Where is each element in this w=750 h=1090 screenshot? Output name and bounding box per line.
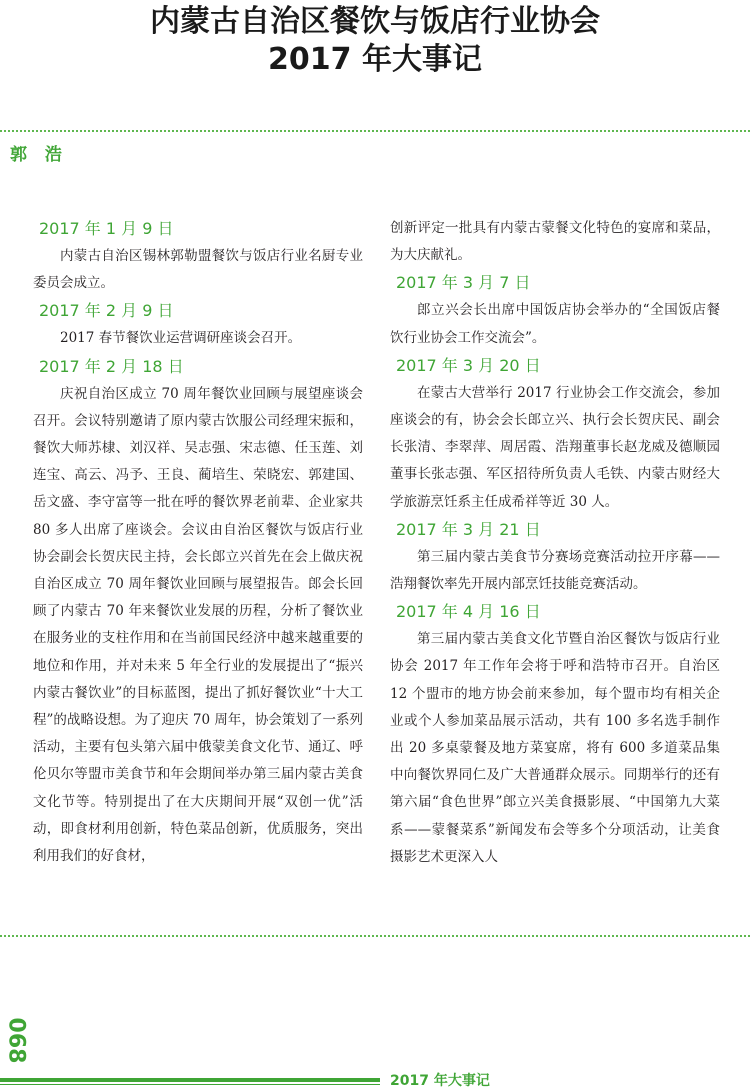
entry-date: 2017 年 4 月 16 日 [396,602,541,622]
entry-date: 2017 年 1 月 9 日 [39,219,174,238]
entry [33,215,363,297]
entry-text: 郎立兴会长出席中国饭店协会举办的“全国饭店餐饮行业协会工作交流会”。 [390,302,720,346]
page-title-line2: 2017 年大事记 [268,42,482,77]
author-name: 郭 浩 [10,145,68,165]
page-title-line1: 内蒙古自治区餐饮与饭店行业协会 [150,4,600,39]
entry-text: 庆祝自治区成立 70 周年餐饮业回顾与展望座谈会召开。会议特别邀请了原内蒙古饮服公司经理宋振和，餐饮大师苏棣、刘汉祥、吴志强、宋志德、任玉莲、刘连宝、高云、冯予、王良、蔺培生、荣晓宏、郭建国、岳文盛、李守富等一批在呼的餐饮界老前辈、企业家共 80 多人出席了座谈会。会议由自治区餐饮与饭店行业协会副会长贺庆民主持，会长郎立兴首先在会上做庆祝自治区成立 70 周年餐饮业回顾与展望报告。郎会长回顾了内蒙古 70 年来餐饮业发展的历程，分析了餐饮业在服务业的支柱作用和在当前国民经济中越来越重要的地位和作用，并对未来 5 年全行业的发展提出了“振兴内蒙古餐饮业”的目标蓝图，提出了抓好餐饮业“十大工程”的战略设想。为了迎庆 70 周年，协会策划了一系列活动，主要有包头第六届中俄蒙美食文化节、通辽、呼伦贝尔等盟市美食节和年会期间举办第三届内蒙古美食文化节等。特别提出了在大庆期间开展“双创一优”活动，即食材利用创新，特色菜品创新，优质服务，突出利用我们的好食材， [33,385,363,865]
running-title: 2017 年大事记 [390,1073,490,1089]
entry-date: 2017 年 2 月 9 日 [39,301,174,321]
entry [33,353,363,871]
entry-text: 第三届内蒙古美食节分赛场竞赛活动拉开序幕——浩翔餐饮率先开展内部烹饪技能竞赛活动。 [390,548,720,593]
entry-text: 第三届内蒙古美食文化节暨自治区餐饮与饭店行业协会 2017 年工作年会将于呼和浩特市召开。自治区 12 个盟市的地方协会前来参加，每个盟市均有相关企业或个人参加菜品展示活动，共有 100 多名选手制作出 20 多桌蒙餐及地方菜宴席，将有 600 多道菜品集中向餐饮界同仁及广大普通群众展示。同期举行的还有第六届“食色世界”郎立兴美食摄影展、“中国第九大菜系——蒙餐菜系”新闻发布会等多个分项活动，让美食摄影艺术更深入人 [390,631,720,865]
footer-dotted-divider [0,935,750,937]
entry-date: 2017 年 3 月 21 日 [396,519,541,539]
entry-date: 2017 年 3 月 7 日 [396,273,531,293]
page-number [2,1010,29,1070]
left-column [33,215,363,870]
entry-date: 2017 年 3 月 20 日 [396,355,541,375]
entry-text: 2017 春节餐饮业运营调研座谈会召开。 [60,330,302,347]
page-number-text: 068 [3,1017,29,1064]
entry-text: 在蒙古大营举行 2017 行业协会工作交流会，参加座谈会的有，协会会长郎立兴、执行会长贺庆民、副会长张清、李翠萍、周居霞、浩翔董事长赵龙威及德顺园董事长张志强、军区招待所负责人毛铁、内蒙古财经大学旅游烹饪系主任成希祥等近 30 人。 [390,384,720,510]
right-column [390,215,720,871]
entry [390,352,720,516]
continued-text: 创新评定一批具有内蒙古蒙餐文化特色的宴席和菜品，为大庆献礼。 [390,220,720,264]
entry [33,297,363,352]
entry-text: 内蒙古自治区锡林郭勒盟餐饮与饭店行业名厨专业委员会成立。 [33,248,363,292]
entry [390,598,720,871]
entry [390,269,720,351]
entry-date: 2017 年 2 月 18 日 [39,356,184,376]
footer-rule [0,1078,380,1082]
footer-rule-thin [0,1084,380,1085]
entry [390,516,720,598]
header-dotted-divider [0,130,750,132]
